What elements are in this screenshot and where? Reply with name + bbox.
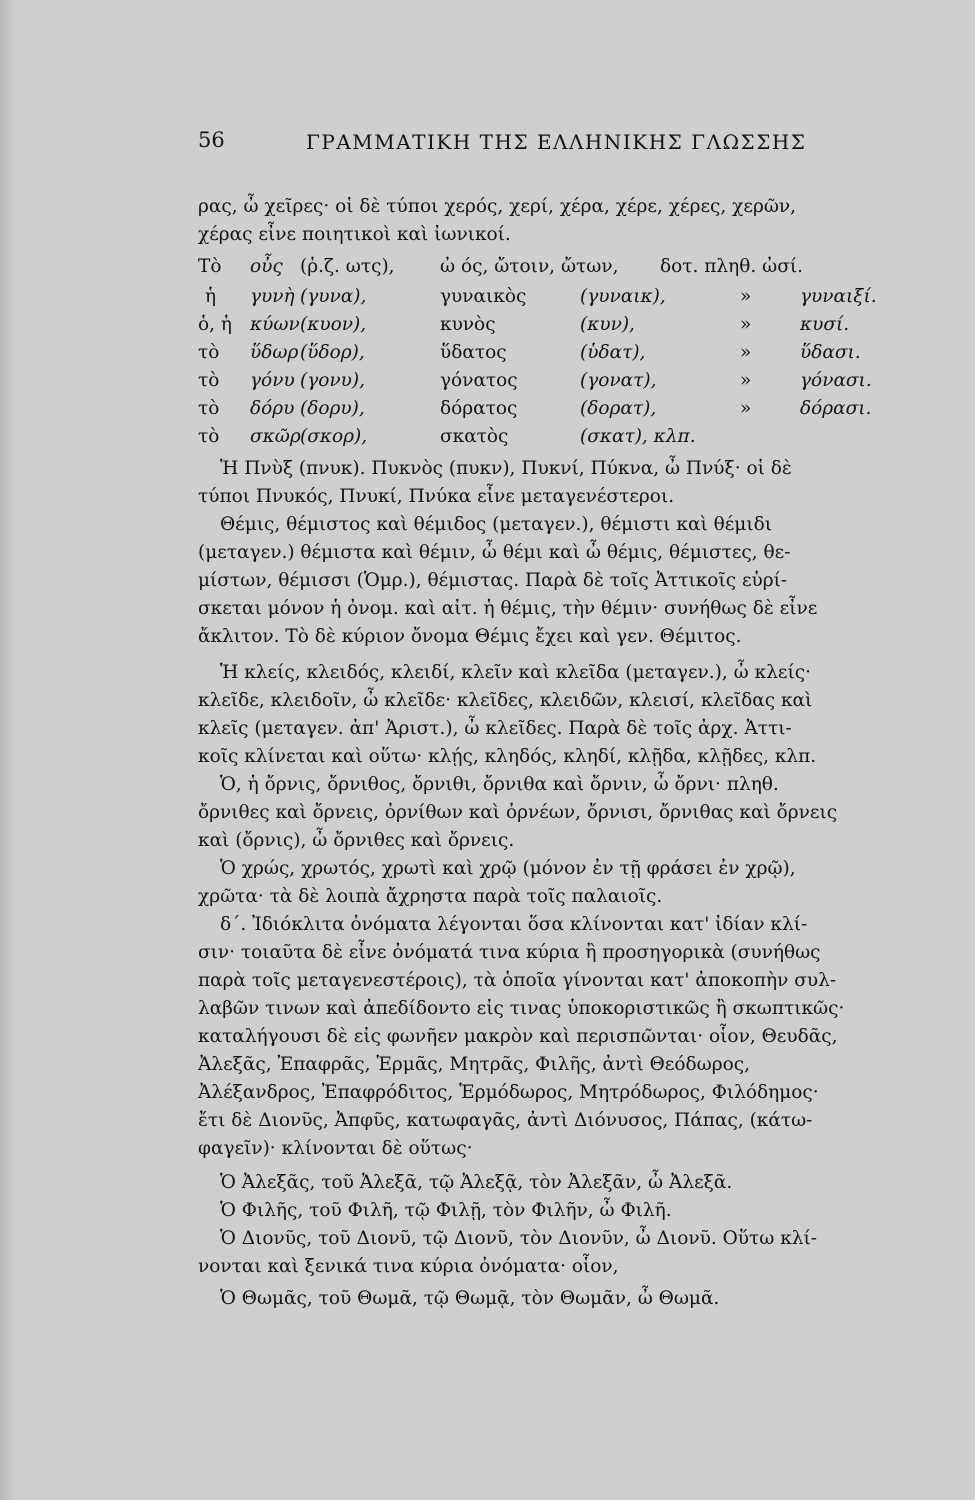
table-cell-root: (γονυ),: [300, 370, 366, 391]
table-cell-stem: (ὑδατ),: [580, 342, 646, 363]
text-line: παρὰ τοῖς μεταγενεστέροις), τὰ ὁποῖα γίνονται κατ' ἀποκοπὴν συλ-: [198, 970, 837, 991]
table-cell-nominative: δόρυ: [250, 398, 295, 419]
text-line: νονται καὶ ξενικά τινα κύρια ὀνόματα· οἷον,: [198, 1256, 619, 1277]
text-line: Ὁ Ἀλεξᾶς, τοῦ Ἀλεξᾶ, τῷ Ἀλεξᾷ, τὸν Ἀλεξᾶν, ὦ Ἀλεξᾶ.: [220, 1172, 733, 1193]
table-cell-ditto: »: [740, 398, 752, 419]
table-cell-genitive: κυνὸς: [440, 314, 496, 335]
table-cell-ditto: »: [740, 286, 752, 307]
table-cell-genitive: σκατὸς: [440, 426, 509, 447]
text-line: Ὁ Διονῦς, τοῦ Διονῦ, τῷ Διονῦ, τὸν Διονῦν, ὦ Διονῦ. Οὕτω κλί-: [220, 1228, 817, 1249]
table-cell-plural-dative: δόρασι.: [800, 398, 872, 419]
table-cell-stem: (δορατ),: [580, 398, 657, 419]
table-cell-article: τὸ: [198, 398, 220, 419]
table-cell-nominative: σκῶρ: [250, 426, 301, 447]
table-cell-article: ἡ: [205, 286, 217, 307]
text-line: ὄρνιθες καὶ ὄρνεις, ὀρνίθων καὶ ὀρνέων, ὄρνισι, ὄρνιθας καὶ ὄρνεις: [198, 802, 838, 823]
text-line: κλεῖδε, κλειδοῖν, ὦ κλεῖδε· κλεῖδες, κλειδῶν, κλεισί, κλεῖδας καὶ: [198, 690, 813, 711]
page-number: 56: [198, 128, 225, 152]
table-cell-stem: (κυν),: [580, 314, 635, 335]
table-cell-article: ὁ, ἡ: [198, 314, 232, 335]
text-line: χρῶτα· τὰ δὲ λοιπὰ ἄχρηστα παρὰ τοῖς παλαιοῖς.: [198, 886, 663, 907]
text-line: τύποι Πνυκός, Πνυκί, Πνύκα εἶνε μεταγενέστεροι.: [198, 486, 675, 507]
text-line: μίστων, θέμισσι (Ὁμρ.), θέμιστας. Παρὰ δὲ τοῖς Ἀττικοῖς εὑρί-: [198, 570, 788, 591]
table-cell-nominative: γυνὴ: [250, 286, 295, 307]
table-cell-stem: (γονατ),: [580, 370, 657, 391]
table-cell-genitive: ὠ ός, ὤτοιν, ὤτων,: [440, 256, 619, 277]
table-cell-ditto: »: [740, 370, 752, 391]
text-line: ρας, ὦ χεῖρες· οἱ δὲ τύποι χερός, χερί, χέρα, χέρε, χέρες, χερῶν,: [198, 196, 797, 217]
table-cell-stem: (σκατ), κλπ.: [580, 426, 696, 447]
table-cell-plural-dative: γόνασι.: [800, 370, 872, 391]
table-cell-article: τὸ: [198, 342, 220, 363]
text-line: Ὁ Θωμᾶς, τοῦ Θωμᾶ, τῷ Θωμᾷ, τὸν Θωμᾶν, ὦ Θωμᾶ.: [220, 1288, 720, 1309]
text-line: δ΄. Ἰδιόκλιτα ὀνόματα λέγονται ὅσα κλίνονται κατ' ἰδίαν κλί-: [220, 914, 808, 935]
table-cell-genitive: δόρατος: [440, 398, 518, 419]
table-cell-stem: (γυναικ),: [580, 286, 666, 307]
page-edge-shadow: [0, 0, 18, 1500]
table-cell-plural-dative: ὕδασι.: [800, 342, 861, 363]
table-cell-nominative: ὕδωρ: [250, 342, 299, 363]
text-line: Ἡ Πνὺξ (πνυκ). Πυκνὸς (πυκν), Πυκνί, Πύκνα, ὦ Πνύξ· οἱ δὲ: [220, 458, 792, 479]
text-line: Θέμις, θέμιστος καὶ θέμιδος (μεταγεν.), θέμιστι καὶ θέμιδι: [220, 514, 772, 535]
running-title: ΓΡΑΜΜΑΤΙΚΗ ΤΗΣ ΕΛΛΗΝΙΚΗΣ ΓΛΩΣΣΗΣ: [306, 130, 807, 154]
text-line: (μεταγεν.) θέμιστα καὶ θέμιν, ὦ θέμι καὶ ὦ θέμις, θέμιστες, θε-: [198, 542, 791, 563]
table-cell-nominative: οὖς: [250, 256, 283, 277]
table-cell-article: Τὸ: [198, 256, 222, 277]
text-line: ἔτι δὲ Διονῦς, Ἀπφῦς, κατωφαγᾶς, ἀντὶ Διόνυσος, Πάπας, (κάτω-: [198, 1110, 813, 1131]
text-line: καὶ (ὄρνις), ὦ ὄρνιθες καὶ ὄρνεις.: [198, 830, 515, 851]
table-cell-genitive: ὕδατος: [440, 342, 507, 363]
table-cell-root: (ῥ.ζ. ωτς),: [300, 256, 395, 277]
text-line: Ἀλεξᾶς, Ἐπαφρᾶς, Ἑρμᾶς, Μητρᾶς, Φιλῆς, ἀντὶ Θεόδωρος,: [198, 1054, 751, 1075]
text-line: χέρας εἶνε ποιητικοὶ καὶ ἰωνικοί.: [198, 224, 511, 245]
table-cell-root: (σκορ),: [300, 426, 368, 447]
text-line: Ἀλέξανδρος, Ἐπαφρόδιτος, Ἑρμόδωρος, Μητρόδωρος, Φιλόδημος·: [198, 1082, 819, 1103]
table-cell-root: (ὕδορ),: [300, 342, 365, 363]
table-cell-plural-dative: δοτ. πληθ. ὠσί.: [660, 256, 803, 277]
table-cell-root: (κυον),: [300, 314, 367, 335]
table-cell-ditto: »: [740, 342, 752, 363]
table-cell-genitive: γόνατος: [440, 370, 518, 391]
table-cell-article: τὸ: [198, 370, 220, 391]
text-line: ἄκλιτον. Τὸ δὲ κύριον ὄνομα Θέμις ἔχει καὶ γεν. Θέμιτος.: [198, 626, 742, 647]
text-line: κοῖς κλίνεται καὶ οὕτω· κλῄς, κληδός, κληδί, κλῇδα, κλῇδες, κλπ.: [198, 746, 817, 767]
table-cell-nominative: κύων: [250, 314, 300, 335]
text-line: φαγεῖν)· κλίνονται δὲ οὕτως·: [198, 1138, 473, 1159]
text-line: Ὁ χρώς, χρωτός, χρωτὶ καὶ χρῷ (μόνον ἐν τῇ φράσει ἐν χρῷ),: [220, 858, 796, 879]
table-cell-genitive: γυναικὸς: [440, 286, 527, 307]
text-line: σιν· τοιαῦτα δὲ εἶνε ὀνόματά τινα κύρια ἢ προσηγορικὰ (συνήθως: [198, 942, 821, 963]
table-cell-plural-dative: κυσί.: [800, 314, 850, 335]
table-cell-root: (γυνα),: [300, 286, 367, 307]
text-line: κλεῖς (μεταγεν. ἀπ' Ἀριστ.), ὦ κλεῖδες. Παρὰ δὲ τοῖς ἀρχ. Ἀττι-: [198, 718, 792, 739]
page-header: [198, 128, 818, 160]
table-cell-ditto: »: [740, 314, 752, 335]
table-cell-nominative: γόνυ: [250, 370, 295, 391]
text-line: Ὁ Φιλῆς, τοῦ Φιλῆ, τῷ Φιλῇ, τὸν Φιλῆν, ὦ Φιλῆ.: [220, 1200, 672, 1221]
table-cell-plural-dative: γυναιξί.: [800, 286, 877, 307]
table-cell-article: τὸ: [198, 426, 220, 447]
table-cell-root: (δορυ),: [300, 398, 365, 419]
text-line: σκεται μόνον ἡ ὀνομ. καὶ αἰτ. ἡ θέμις, τὴν θέμιν· συνήθως δὲ εἶνε: [198, 598, 818, 619]
text-line: καταλήγουσι δὲ εἰς φωνῆεν μακρὸν καὶ περισπῶνται· οἷον, Θευδᾶς,: [198, 1026, 838, 1047]
text-line: Ἡ κλείς, κλειδός, κλειδί, κλεῖν καὶ κλεῖδα (μεταγεν.), ὦ κλείς·: [220, 662, 811, 683]
text-line: λαβῶν τινων καὶ ἀπεδίδοντο εἰς τινας ὑποκοριστικῶς ἢ σκωπτικῶς·: [198, 998, 845, 1019]
text-line: Ὁ, ἡ ὄρνις, ὄρνιθος, ὄρνιθι, ὄρνιθα καὶ ὄρνιν, ὦ ὄρνι· πληθ.: [220, 774, 779, 795]
